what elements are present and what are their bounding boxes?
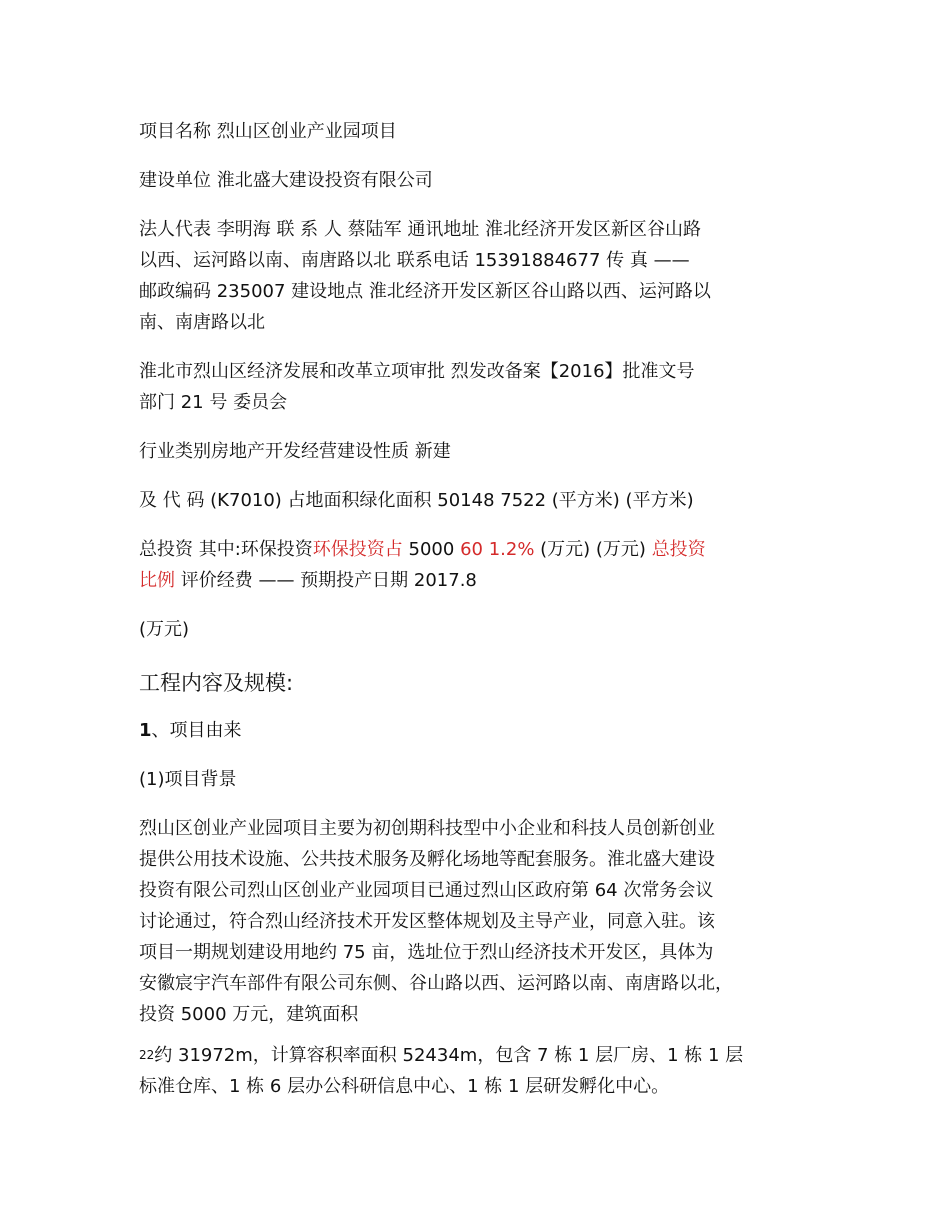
builder-line: 建设单位 淮北盛大建设投资有限公司 [139,170,433,191]
investment-highlight: 比例 [139,570,175,591]
contact-line: 法人代表 李明海 联 系 人 蔡陆军 通讯地址 淮北经济开发区新区谷山路 [139,219,702,240]
body-line: 提供公用技术设施、公共技术服务及孵化场地等配套服务。淮北盛大建设 [139,849,715,870]
investment-text: 总投资 其中:环保投资 [139,539,313,560]
body-line: 投资 5000 万元，建筑面积 [139,1004,359,1025]
approval-line: 部门 21 号 委员会 [139,392,288,413]
body-line: 约 31972m，计算容积率面积 52434m，包含 7 栋 1 层厂房、1 栋 1 层 [154,1045,744,1066]
contact-line: 以西、运河路以南、南唐路以北 联系电话 15391884677 传 真 —— [139,250,690,271]
superscript-marks: 22 [139,1048,155,1062]
section-number: 1 [139,720,152,741]
industry-line: 行业类别房地产开发经营建设性质 新建 [139,441,451,462]
investment-highlight: 总投资 [651,539,706,560]
approval-block [139,356,829,418]
section-heading: 工程内容及规模: [139,671,294,695]
investment-text: (万元) (万元) [534,539,652,560]
area-paragraph [139,1040,829,1102]
section-title-text: 、项目由来 [151,720,242,741]
investment-text: 评价经费 —— 预期投产日期 2017.8 [175,570,477,591]
body-line: 讨论通过，符合烈山经济技术开发区整体规划及主导产业，同意入驻。该 [139,911,715,932]
section-title [139,715,829,746]
unit-line: (万元) [139,619,190,640]
contact-block [139,214,829,338]
document-page [139,116,829,1120]
body-line: 安徽宸宇汽车部件有限公司东侧、谷山路以西、运河路以南、南唐路以北， [139,973,733,994]
body-line: 标准仓库、1 栋 6 层办公科研信息中心、1 栋 1 层研发孵化中心。 [139,1076,670,1097]
investment-block [139,534,829,596]
area-line: 及 代 码 (K7010) 占地面积绿化面积 50148 7522 (平方米) (平方米) [139,490,694,511]
approval-line: 淮北市烈山区经济发展和改革立项审批 烈发改备案【2016】批准文号 [139,361,695,382]
body-line: 项目一期规划建设用地约 75 亩，选址位于烈山经济技术开发区，具体为 [139,942,714,963]
investment-highlight: 60 1.2% [460,539,535,560]
contact-line: 邮政编码 235007 建设地点 淮北经济开发区新区谷山路以西、运河路以 [139,281,711,302]
investment-highlight: 环保投资占 [312,539,403,560]
subsection-title: (1)项目背景 [139,769,237,790]
contact-line: 南、南唐路以北 [139,312,265,333]
body-line: 烈山区创业产业园项目主要为初创期科技型中小企业和科技人员创新创业 [139,818,715,839]
investment-text: 5000 [402,539,461,560]
body-paragraph [139,813,829,1030]
project-name-line: 项目名称 烈山区创业产业园项目 [139,121,397,142]
body-line: 投资有限公司烈山区创业产业园项目已通过烈山区政府第 64 次常务会议 [139,880,714,901]
